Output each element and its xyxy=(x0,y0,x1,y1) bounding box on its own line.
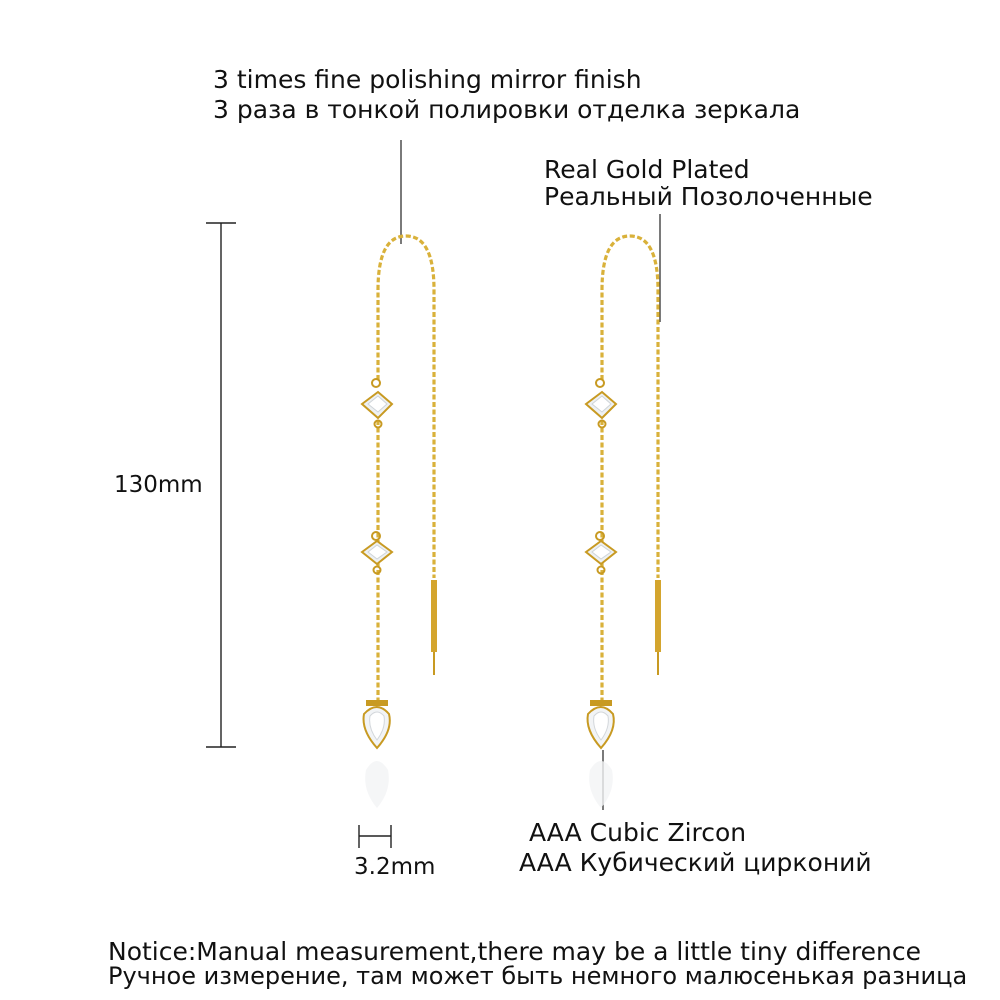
zircon-label-ru: AAA Кубический цирконий xyxy=(519,848,872,877)
zircon-label-en: AAA Cubic Zircon xyxy=(529,818,747,847)
plated-label-en: Real Gold Plated xyxy=(544,155,750,184)
width-dimension-line xyxy=(359,825,391,848)
length-label: 130mm xyxy=(114,472,203,498)
left-stone-middle xyxy=(362,532,392,574)
right-teardrop-pendant xyxy=(588,700,614,808)
right-threader-bar xyxy=(655,580,661,652)
notice-en: Notice:Manual measurement,there may be a little tiny difference xyxy=(108,937,922,966)
width-label: 3.2mm xyxy=(354,854,436,880)
left-earring xyxy=(362,236,437,808)
finish-label-ru: 3 раза в тонкой полировки отделка зеркала xyxy=(213,95,801,124)
finish-label-en: 3 times fine polishing mirror finish xyxy=(213,65,642,94)
plated-label-ru: Реальный Позолоченные xyxy=(544,182,873,211)
right-stone-middle xyxy=(586,532,616,574)
left-threader-bar xyxy=(431,580,437,652)
right-earring xyxy=(586,236,661,808)
left-stone-top xyxy=(362,379,392,428)
right-stone-top xyxy=(586,379,616,428)
left-teardrop-pendant xyxy=(364,700,390,808)
height-dimension-line xyxy=(206,223,236,747)
notice-ru: Ручное измерение, там может быть немного малюсенькая разница xyxy=(108,962,968,990)
